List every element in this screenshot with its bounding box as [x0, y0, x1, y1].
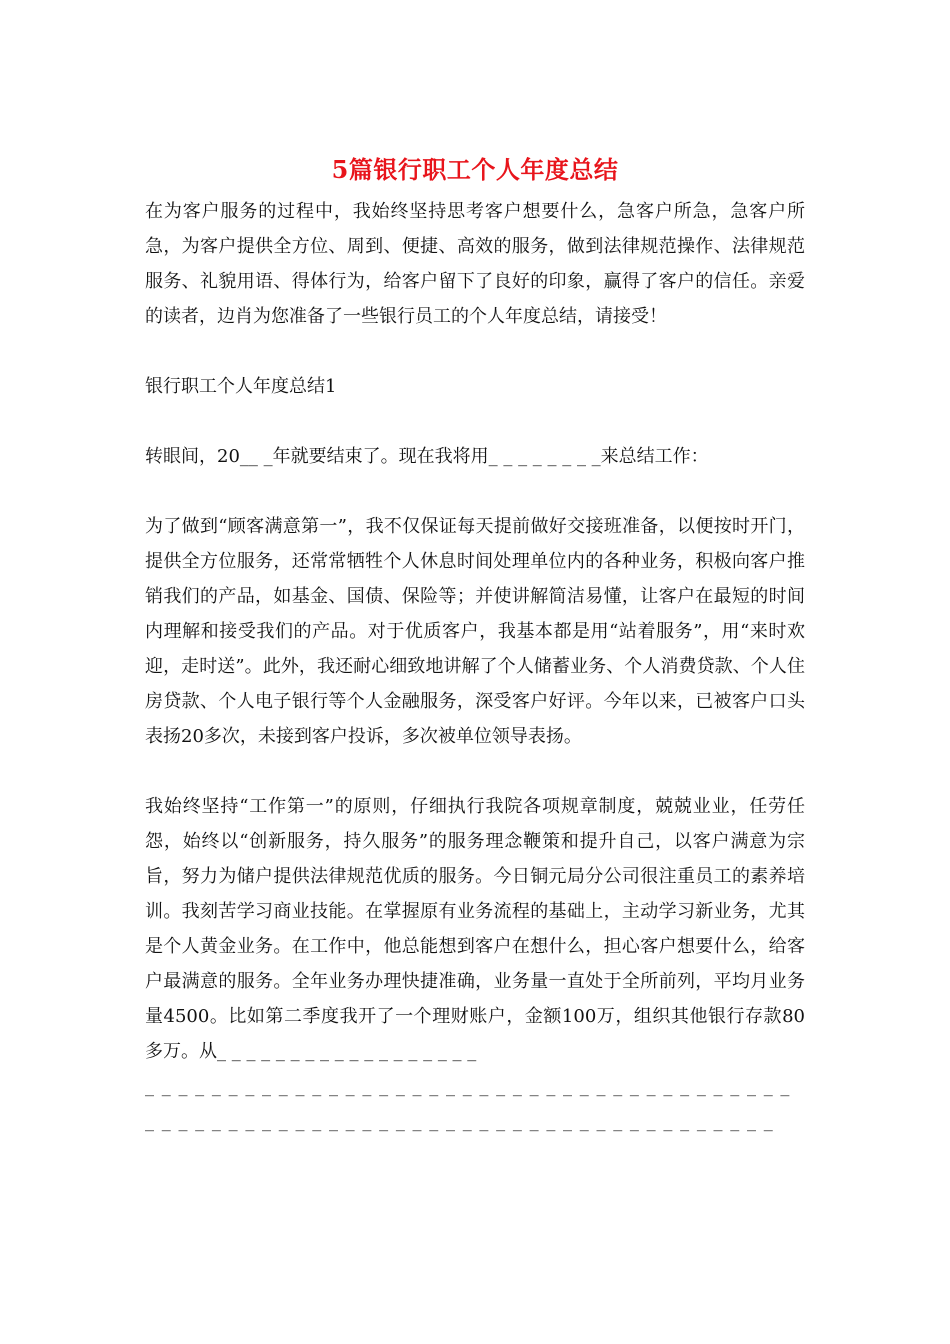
- paragraph-gap: [145, 334, 805, 369]
- section-heading: 银行职工个人年度总结1: [145, 376, 337, 397]
- intro-paragraph: 在为客户服务的过程中，我始终坚持思考客户想要什么，急客户所急，急客户所急，为客户提供全方位、周到、便捷、高效的服务，做到法律规范操作、法律规范服务、礼貌用语、得体行为，给客户留下了良好的印象，赢得了客户的信任。亲爱的读者，边肖为您准备了一些银行员工的个人年度总结，请接受！: [145, 201, 805, 327]
- blank-line: _ _ _ _ _ _ _ _ _ _ _ _ _ _ _ _ _ _ _ _ _ _ _ _ _ _ _ _ _ _ _ _ _ _ _ _ _ _: [145, 1111, 774, 1132]
- paragraph-gap: [145, 474, 805, 509]
- opening-line: 转眼间，20__ _年就要结束了。现在我将用_ _ _ _ _ _ _ _来总结工作：: [145, 446, 709, 467]
- paragraph-gap: [145, 754, 805, 789]
- blank-line: _ _ _ _ _ _ _ _ _ _ _ _ _ _ _ _ _ _ _ _ _ _ _ _ _ _ _ _ _ _ _ _ _ _ _ _ _ _ _: [145, 1076, 791, 1097]
- document-body: [145, 194, 805, 1139]
- document-title: 5篇银行职工个人年度总结: [331, 155, 619, 184]
- work-paragraph: 我始终坚持“工作第一”的原则，仔细执行我院各项规章制度，兢兢业业，任劳任怨，始终以“创新服务，持久服务”的服务理念鞭策和提升自己，以客户满意为宗旨，努力为储户提供法律规范优质的服务。今日铜元局分公司很注重员工的素养培训。我刻苦学习商业技能。在掌握原有业务流程的基础上，主动学习新业务，尤其是个人黄金业务。在工作中，他总能想到客户在想什么，担心客户想要什么，给客户最满意的服务。全年业务办理快捷准确，业务量一直处于全所前列，平均月业务量4500。比如第二季度我开了一个理财账户，金额100万，组织其他银行存款80多万。从_ _ _ _ _ _ _ _ _ _ _ _ _ _ _ _ _ _: [145, 796, 805, 1062]
- service-paragraph: 为了做到“顾客满意第一”，我不仅保证每天提前做好交接班准备，以便按时开门，提供全方位服务，还常常牺牲个人休息时间处理单位内的各种业务，积极向客户推销我们的产品，如基金、国债、保险等；并使讲解简洁易懂，让客户在最短的时间内理解和接受我们的产品。对于优质客户，我基本都是用“站着服务”，用“来时欢迎，走时送”。此外，我还耐心细致地讲解了个人储蓄业务、个人消费贷款、个人住房贷款、个人电子银行等个人金融服务，深受客户好评。今年以来，已被客户口头表扬20多次，未接到客户投诉，多次被单位领导表扬。: [145, 516, 805, 747]
- paragraph-gap: [145, 404, 805, 439]
